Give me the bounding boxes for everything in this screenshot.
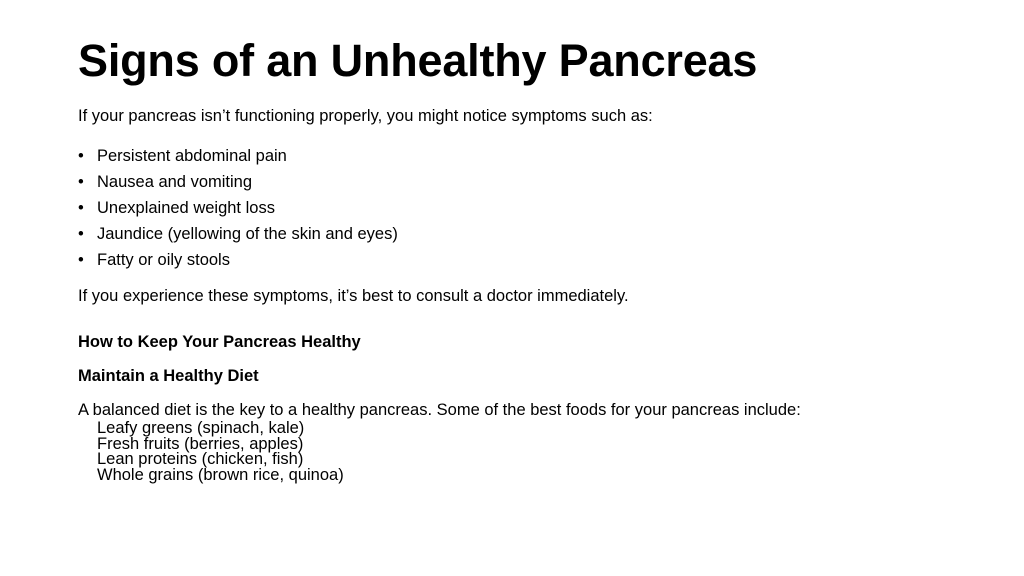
list-item <box>78 250 978 276</box>
subsection-heading: Maintain a Healthy Diet <box>78 367 259 385</box>
list-item: Fresh fruits (berries, apples) <box>97 434 304 453</box>
symptom-text: Jaundice (yellowing of the skin and eyes) <box>97 225 398 243</box>
symptom-text: Fatty or oily stools <box>97 251 230 269</box>
diet-intro-text: A balanced diet is the key to a healthy pancreas. Some of the best foods for your pancreas include: <box>78 401 801 419</box>
advice-text: If you experience these symptoms, it’s best to consult a doctor immediately. <box>78 287 629 305</box>
section-heading: How to Keep Your Pancreas Healthy <box>78 333 361 351</box>
list-item <box>78 198 978 224</box>
bullet-icon: • <box>78 225 84 243</box>
bullet-icon: • <box>78 251 84 269</box>
list-item: Leafy greens (spinach, kale) <box>97 419 305 437</box>
slide-body <box>78 106 978 482</box>
list-item <box>78 146 978 172</box>
food-list <box>78 420 978 482</box>
list-item <box>78 172 978 198</box>
slide-title: Signs of an Unhealthy Pancreas <box>78 35 758 86</box>
bullet-icon: • <box>78 173 84 191</box>
intro-text: If your pancreas isn’t functioning properly, you might notice symptoms such as: <box>78 107 653 125</box>
bullet-icon: • <box>78 147 84 165</box>
symptom-list <box>78 146 978 276</box>
list-item <box>78 224 978 250</box>
list-item: Lean proteins (chicken, fish) <box>97 450 304 468</box>
list-item: Whole grains (brown rice, quinoa) <box>97 465 344 484</box>
symptom-text: Persistent abdominal pain <box>97 147 287 165</box>
symptom-text: Nausea and vomiting <box>97 173 253 191</box>
symptom-text: Unexplained weight loss <box>97 199 275 217</box>
bullet-icon: • <box>78 199 84 217</box>
